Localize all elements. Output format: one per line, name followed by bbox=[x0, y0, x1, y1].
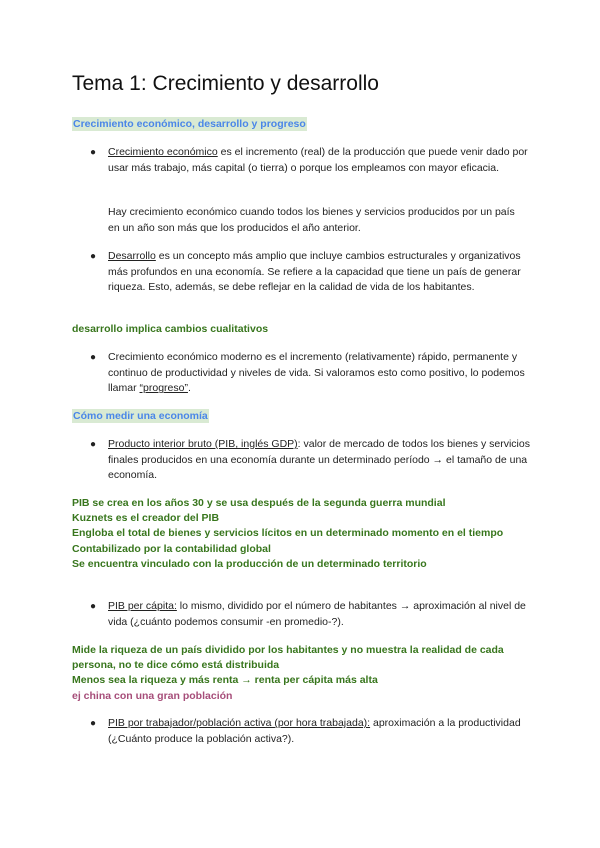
note-line: Kuznets es el creador del PIB bbox=[72, 512, 220, 525]
page-title: Tema 1: Crecimiento y desarrollo bbox=[72, 72, 379, 95]
term-crecimiento-economico: Crecimiento económico bbox=[108, 146, 218, 158]
bullet-dot: ● bbox=[90, 601, 97, 612]
bullet-dot: ● bbox=[90, 147, 97, 158]
bullet-dot: ● bbox=[90, 352, 97, 363]
note-line: Engloba el total de bienes y servicios lícitos en un determinado momento en el tiempo bbox=[72, 527, 504, 540]
bullet-post: . bbox=[187, 382, 191, 395]
notes-pib-per-capita bbox=[72, 643, 532, 704]
section-heading-crecimiento: Crecimiento económico, desarrollo y progreso bbox=[73, 118, 306, 130]
term-progreso: “progreso” bbox=[139, 382, 188, 395]
bullet-rest: aproximación a la productividad (¿Cuánto produce la población activa?). bbox=[108, 717, 521, 745]
paragraph-crecimiento-definicion: Hay crecimiento económico cuando todos los bienes y servicios producidos por un país en un año son más que los producidos el año anterior. bbox=[108, 206, 515, 234]
term-pib-per-capita: PIB per cápita: bbox=[108, 600, 177, 612]
note-line: Se encuentra vinculado con la producción de un determinado territorio bbox=[72, 557, 427, 570]
note-line: Menos sea la riqueza y más renta → renta per cápita más alta bbox=[72, 674, 378, 687]
note-line: Contabilizado por la contabilidad global bbox=[72, 542, 271, 555]
bullet-text bbox=[108, 716, 530, 747]
bullet-text bbox=[108, 599, 530, 630]
note-example: ej china con una gran población bbox=[72, 689, 233, 702]
bullet-rest: es el incremento (real) de la producción que puede venir dado por usar más trabajo, más capital (o tierra) o porque los empleamos con mayor eficacia. bbox=[108, 146, 528, 174]
term-pib: Producto interior bruto (PIB, inglés GDP) bbox=[108, 438, 298, 450]
term-pib-por-trabajador: PIB por trabajador/población activa (por hora trabajada): bbox=[108, 717, 371, 729]
notes-pib bbox=[72, 496, 532, 572]
bullet-rest: es un concepto más amplio que incluye cambios estructurales y organizativos más profundos en una economía. Se refiere a la capacidad que tiene un país de generar riqueza. Esto, además, se debe reflejar en la calidad de vida de los habitantes. bbox=[108, 250, 521, 294]
bullet-dot: ● bbox=[90, 251, 97, 262]
bullet-text bbox=[108, 437, 530, 484]
bullet-pib-per-capita bbox=[90, 599, 530, 630]
section-heading-medir-economia: Cómo medir una economía bbox=[73, 410, 208, 422]
bullet-pre: Crecimiento económico moderno es el incremento (relativamente) rápido, permanente y continuo de productividad y niveles de vida. Si valoramos esto como positivo, lo podemos llamar bbox=[108, 351, 525, 395]
term-desarrollo: Desarrollo bbox=[108, 250, 156, 262]
bullet-rest: lo mismo, dividido por el número de habitantes → aproximación al nivel de vida (¿cuánto podemos consumir -en promedio-?). bbox=[108, 600, 526, 628]
bullet-text bbox=[108, 145, 530, 176]
bullet-dot: ● bbox=[90, 718, 97, 729]
bullet-text bbox=[108, 350, 530, 397]
bullet-text bbox=[108, 249, 530, 296]
bullet-dot: ● bbox=[90, 439, 97, 450]
note-line: Mide la riqueza de un país dividido por los habitantes y no muestra la realidad de cada persona, no te dice cómo está distribuida bbox=[72, 644, 504, 672]
bullet-pib-por-trabajador bbox=[90, 716, 530, 747]
bullet-desarrollo bbox=[90, 249, 530, 296]
bullet-crecimiento-moderno bbox=[90, 350, 530, 397]
bullet-pib bbox=[90, 437, 530, 484]
bullet-crecimiento-economico bbox=[90, 145, 530, 176]
note-desarrollo-cualitativo: desarrollo implica cambios cualitativos bbox=[72, 323, 269, 335]
bullet-rest: : valor de mercado de todos los bienes y servicios finales producidos en una economía durante un determinado período → el tamaño de una economía. bbox=[108, 438, 530, 482]
note-line: PIB se crea en los años 30 y se usa después de la segunda guerra mundial bbox=[72, 497, 446, 509]
